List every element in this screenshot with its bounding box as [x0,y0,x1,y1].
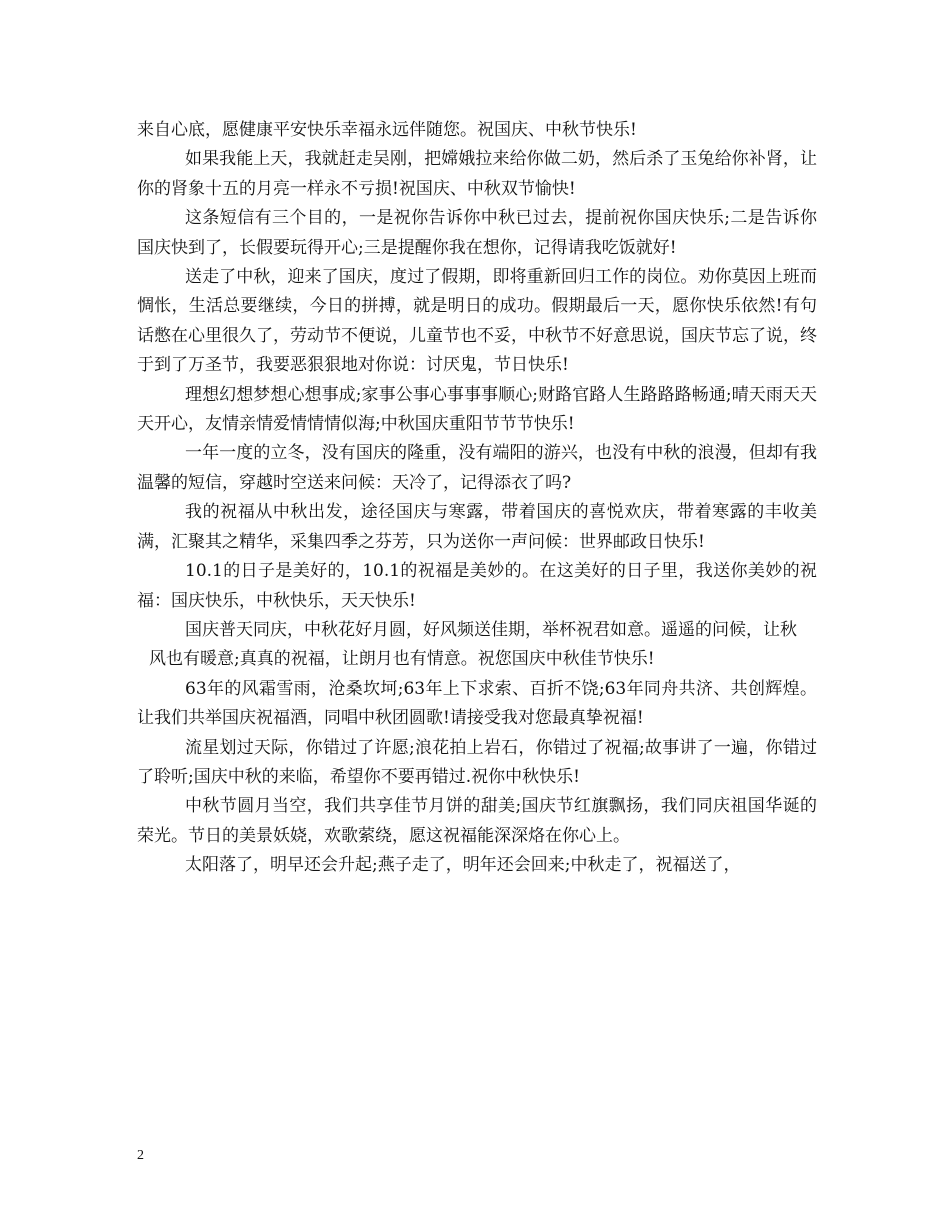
page-number: 2 [137,1148,144,1163]
paragraph-12: 流星划过天际，你错过了许愿;浪花拍上岩石，你错过了祝福;故事讲了一遍，你错过了聆听;国庆中秋的来临，希望你不要再错过.祝你中秋快乐! [137,737,817,787]
paragraph-9: 国庆普天同庆，中秋花好月圆，好风频送佳期，举杯祝君如意。遥遥的问候，让秋 [185,619,797,640]
paragraph-6: 一年一度的立冬，没有国庆的隆重，没有端阳的游兴，也没有中秋的浪漫，但却有我温馨的短信，穿越时空送来问候：天冷了，记得添衣了吗? [137,443,817,493]
paragraph-4: 送走了中秋，迎来了国庆，度过了假期，即将重新回归工作的岗位。劝你莫因上班而惆怅，生活总要继续，今日的拼搏，就是明日的成功。假期最后一天，愿你快乐依然!有句话憋在心里很久了，劳动节不便说，儿童节也不妥，中秋节不好意思说，国庆节忘了说，终于到了万圣节，我要恶狠狠地对你说：讨厌鬼，节日快乐! [137,267,817,376]
paragraph-8: 10.1的日子是美好的，10.1的祝福是美妙的。在这美好的日子里，我送你美妙的祝福：国庆快乐，中秋快乐，天天快乐! [137,561,817,611]
paragraph-1: 来自心底，愿健康平安快乐幸福永远伴随您。祝国庆、中秋节快乐! [137,120,637,140]
paragraph-7: 我的祝福从中秋出发，途径国庆与寒露，带着国庆的喜悦欢庆，带着寒露的丰收美满，汇聚其之精华，采集四季之芬芳，只为送你一声问候：世界邮政日快乐! [137,502,817,552]
paragraph-14: 太阳落了，明早还会升起;燕子走了，明年还会回来;中秋走了，祝福送了， [185,855,741,876]
paragraph-3: 这条短信有三个目的，一是祝你告诉你中秋已过去，提前祝你国庆快乐;二是告诉你国庆快到了，长假要玩得开心;三是提醒你我在想你，记得请我吃饭就好! [137,208,817,258]
document-body [137,116,817,881]
paragraph-11: 63年的风霜雪雨，沧桑坎坷;63年上下求索、百折不饶;63年同舟共济、共创辉煌。让我们共举国庆祝福酒，同唱中秋团圆歌!请接受我对您最真挚祝福! [137,678,817,729]
paragraph-10: 风也有暖意;真真的祝福，让朗月也有情意。祝您国庆中秋佳节快乐! [149,649,655,670]
paragraph-2: 如果我能上天，我就赶走吴刚，把嫦娥拉来给你做二奶，然后杀了玉兔给你补肾，让你的肾象十五的月亮一样永不亏损!祝国庆、中秋双节愉快! [137,149,817,199]
paragraph-5: 理想幻想梦想心想事成;家事公事心事事事顺心;财路官路人生路路路畅通;晴天雨天天天开心，友情亲情爱情情情似海;中秋国庆重阳节节节快乐! [137,384,817,435]
paragraph-13: 中秋节圆月当空，我们共享佳节月饼的甜美;国庆节红旗飘扬，我们同庆祖国华诞的荣光。节日的美景妖娆，欢歌萦绕，愿这祝福能深深烙在你心上。 [137,796,817,846]
